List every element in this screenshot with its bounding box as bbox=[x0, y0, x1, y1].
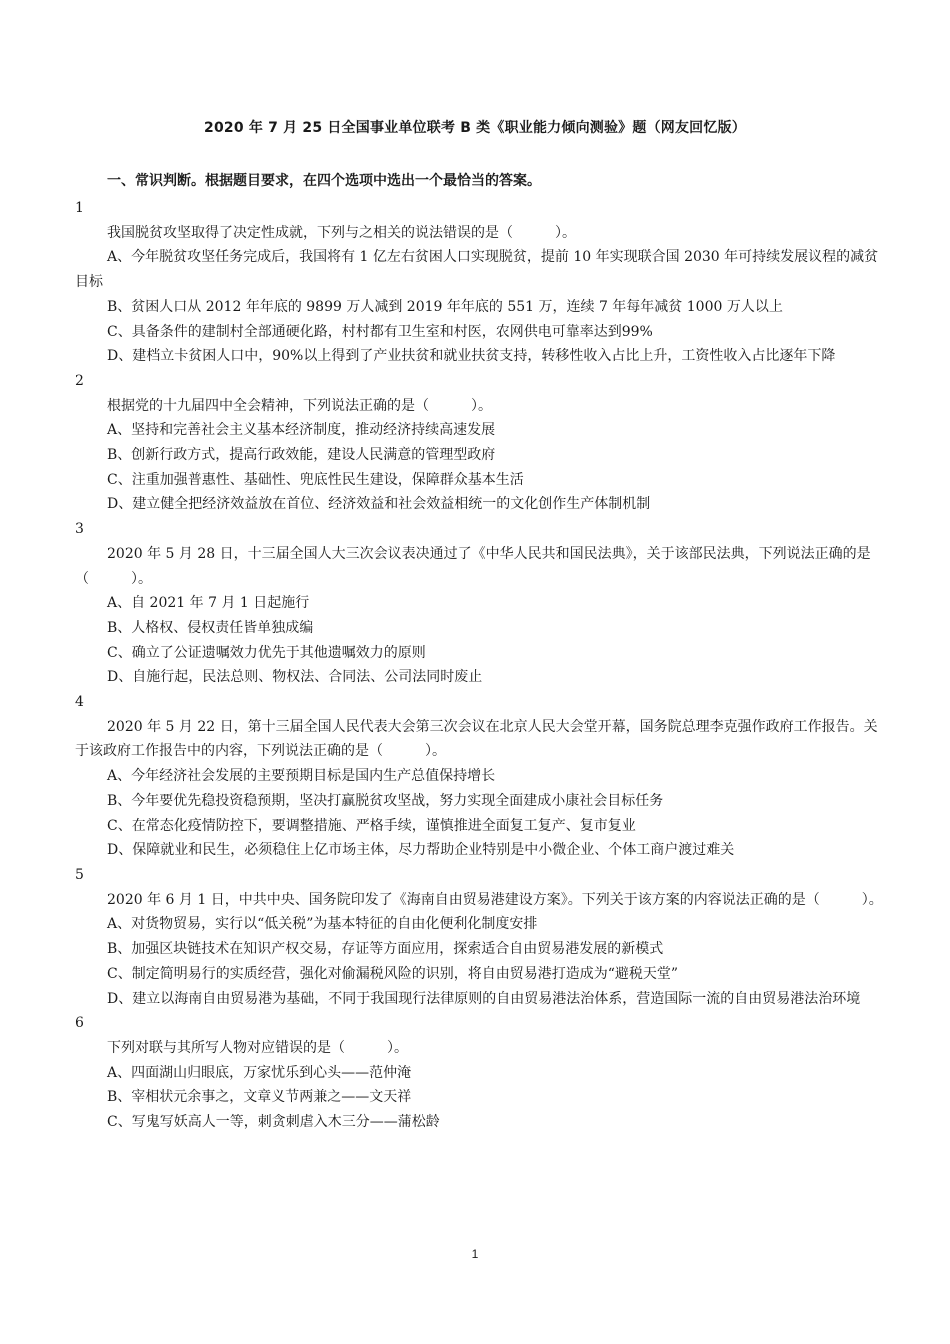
question-stem: 下列对联与其所写人物对应错误的是（ ）。 bbox=[107, 1039, 408, 1056]
option-a: A、今年经济社会发展的主要预期目标是国内生产总值保持增长 bbox=[107, 768, 496, 785]
section-heading: 一、常识判断。根据题目要求，在四个选项中选出一个最恰当的答案。 bbox=[107, 173, 541, 189]
option-d: D、建档立卡贫困人口中，90%以上得到了产业扶贫和就业扶贫支持，转移性收入占比上升，工资性收入占比逐年下降 bbox=[107, 348, 836, 365]
option-b: B、宰相状元余事之，文章义节两兼之——文天祥 bbox=[107, 1089, 412, 1106]
option-b: B、人格权、侵权责任皆单独成编 bbox=[107, 619, 314, 636]
option-c: C、在常态化疫情防控下，要调整措施、严格手续，谨慎推进全面复工复产、复市复业 bbox=[107, 817, 636, 834]
page-number: 1 bbox=[471, 1247, 479, 1261]
question-list bbox=[75, 196, 883, 1135]
question-number: 5 bbox=[75, 866, 84, 883]
option-c: C、制定简明易行的实质经营，强化对偷漏税风险的识别，将自由贸易港打造成为“避税天堂” bbox=[107, 965, 679, 982]
question-stem: 我国脱贫攻坚取得了决定性成就，下列与之相关的说法错误的是（ ）。 bbox=[107, 224, 576, 241]
option-b: B、创新行政方式，提高行政效能，建设人民满意的管理型政府 bbox=[107, 447, 496, 464]
option-a: A、坚持和完善社会主义基本经济制度，推动经济持续高速发展 bbox=[107, 422, 496, 439]
option-d: D、保障就业和民生，必须稳住上亿市场主体，尽力帮助企业特别是中小微企业、个体工商户渡过难关 bbox=[107, 842, 735, 859]
option-a: A、今年脱贫攻坚任务完成后，我国将有 1 亿左右贫困人口实现脱贫，提前 10 年实现联合国 2030 年可持续发展议程的减贫目标 bbox=[75, 249, 879, 291]
question-number: 2 bbox=[75, 372, 84, 389]
option-c: C、注重加强普惠性、基础性、兜底性民生建设，保障群众基本生活 bbox=[107, 471, 524, 488]
option-a: A、自 2021 年 7 月 1 日起施行 bbox=[107, 595, 310, 612]
option-d: D、自施行起，民法总则、物权法、合同法、公司法同时废止 bbox=[107, 669, 483, 686]
option-b: B、贫困人口从 2012 年年底的 9899 万人减到 2019 年年底的 551 万，连续 7 年每年减贫 1000 万人以上 bbox=[107, 298, 783, 315]
option-c: C、写鬼写妖高人一等，刺贪刺虐入木三分——蒲松龄 bbox=[107, 1114, 440, 1131]
question-number: 4 bbox=[75, 694, 84, 711]
option-c: C、确立了公证遗嘱效力优先于其他遗嘱效力的原则 bbox=[107, 644, 426, 661]
option-c: C、具备条件的建制村全部通硬化路，村村都有卫生室和村医，农网供电可靠率达到99% bbox=[107, 323, 653, 340]
option-d: D、建立健全把经济效益放在首位、经济效益和社会效益相统一的文化创作生产体制机制 bbox=[107, 496, 651, 513]
option-d: D、建立以海南自由贸易港为基础，不同于我国现行法律原则的自由贸易港法治体系，营造国际一流的自由贸易港法治环境 bbox=[107, 990, 861, 1007]
document-title: 2020 年 7 月 25 日全国事业单位联考 B 类《职业能力倾向测验》题（网友回忆版） bbox=[204, 120, 746, 136]
question-stem: 2020 年 5 月 28 日，十三届全国人大三次会议表决通过了《中华人民共和国民法典》，关于该部民法典，下列说法正确的是（ ）。 bbox=[75, 545, 871, 587]
option-a: A、四面湖山归眼底，万家忧乐到心头——范仲淹 bbox=[107, 1064, 412, 1081]
question-stem: 2020 年 6 月 1 日，中共中央、国务院印发了《海南自由贸易港建设方案》。下列关于该方案的内容说法正确的是（ ）。 bbox=[107, 891, 883, 908]
question-number: 3 bbox=[75, 521, 84, 538]
question-number: 1 bbox=[75, 200, 84, 216]
option-a: A、对货物贸易，实行以“低关税”为基本特征的自由化便利化制度安排 bbox=[107, 916, 538, 933]
question-stem: 2020 年 5 月 22 日，第十三届全国人民代表大会第三次会议在北京人民大会堂开幕，国务院总理李克强作政府工作报告。关于该政府工作报告中的内容，下列说法正确的是（ ）。 bbox=[75, 718, 878, 760]
option-b: B、今年要优先稳投资稳预期，坚决打赢脱贫攻坚战，努力实现全面建成小康社会目标任务 bbox=[107, 792, 664, 809]
question-stem: 根据党的十九届四中全会精神，下列说法正确的是（ ）。 bbox=[107, 397, 492, 414]
question-number: 6 bbox=[75, 1015, 84, 1032]
option-b: B、加强区块链技术在知识产权交易，存证等方面应用，探索适合自由贸易港发展的新模式 bbox=[107, 941, 664, 958]
